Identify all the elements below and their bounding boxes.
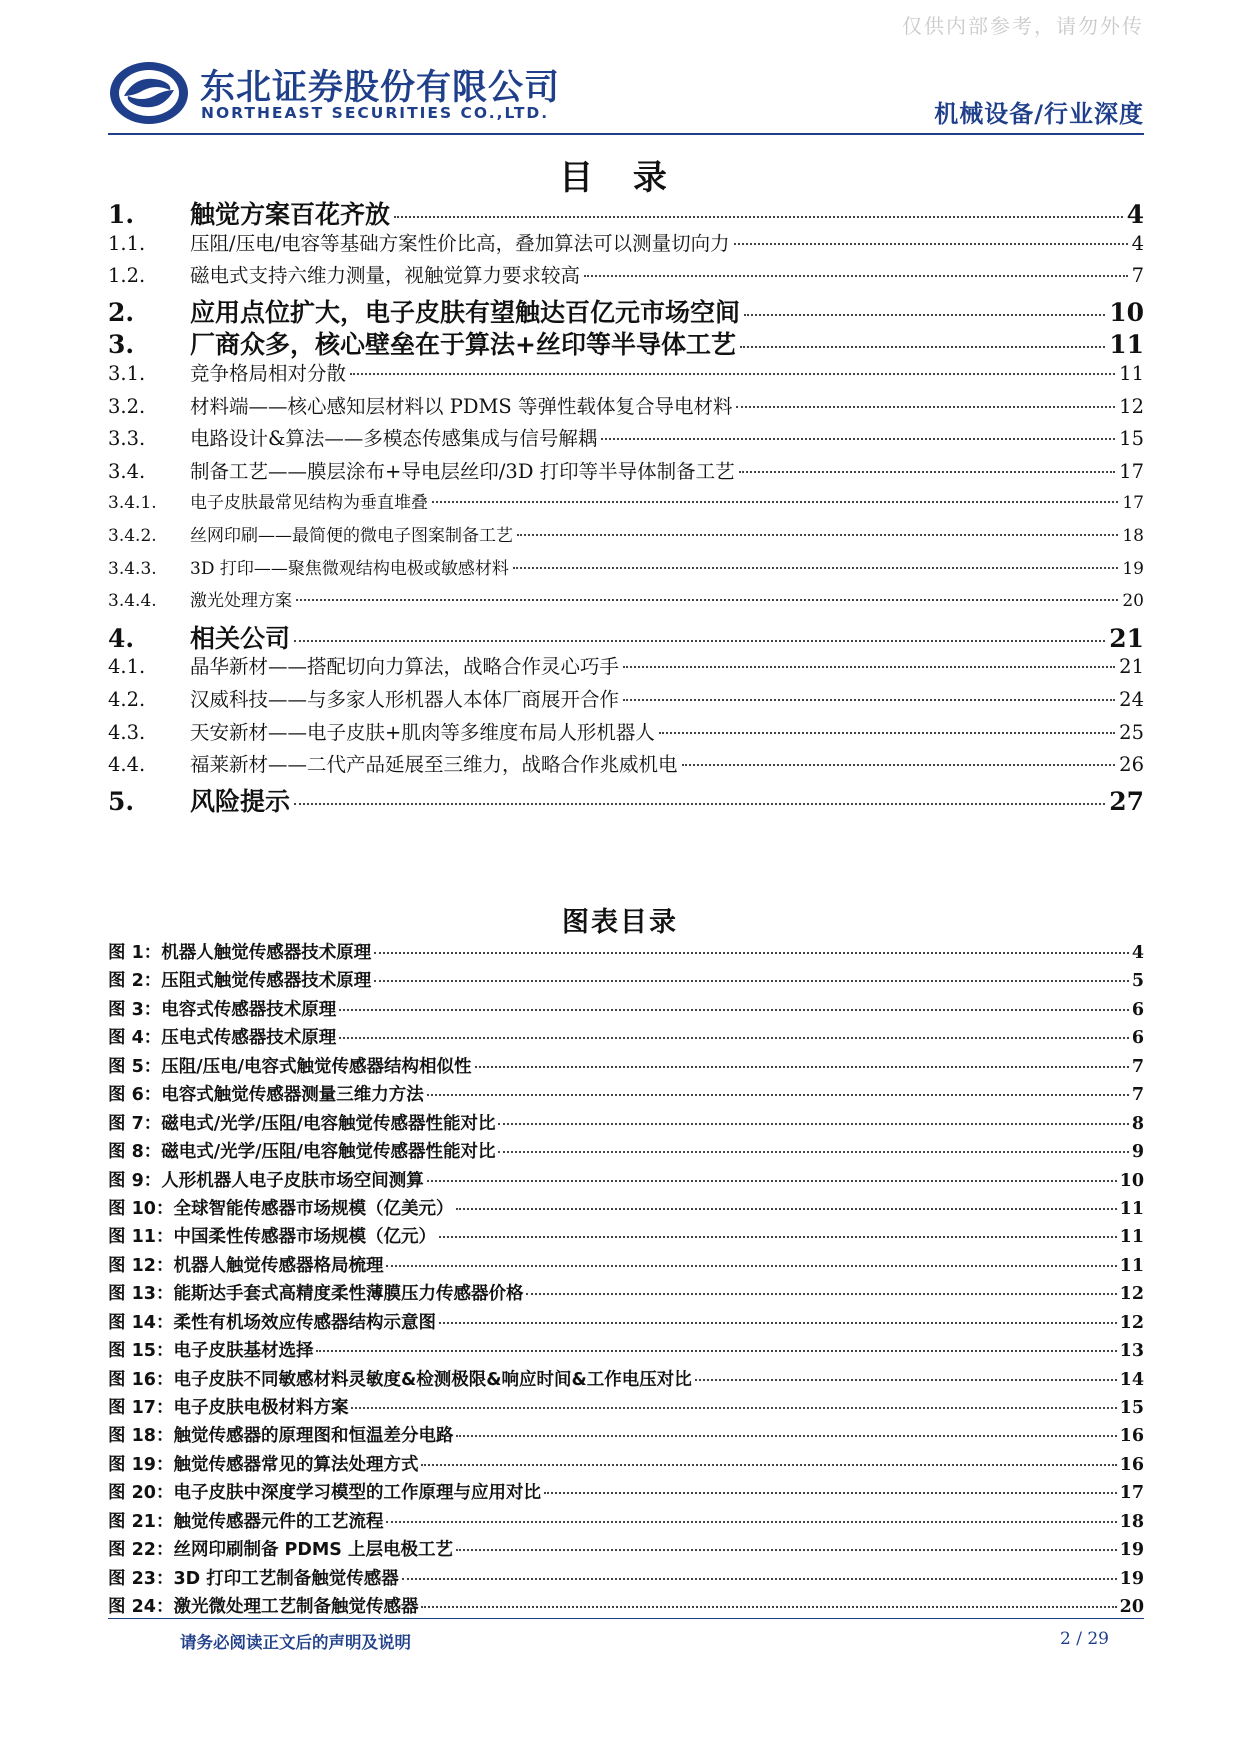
toc-leader-dots (432, 501, 1118, 503)
toc-entry-number: 4.1. (108, 655, 146, 679)
toc-entry-title: 天安新材——电子皮肤+肌肉等多维度布局人形机器人 (190, 720, 655, 744)
toc-entry[interactable] (108, 521, 1144, 554)
figure-leader-dots (475, 1066, 1129, 1068)
toc-entry-number: 2. (108, 297, 135, 327)
toc-entry[interactable] (108, 228, 1144, 261)
header-divider (108, 133, 1144, 135)
toc-entry-page: 21 (1109, 623, 1144, 653)
company-name-cn: 东北证券股份有限公司 (200, 68, 561, 108)
watermark: 仅供内部参考，请勿外传 (902, 14, 1144, 38)
figure-entry[interactable] (108, 1309, 1144, 1337)
figure-entry[interactable] (108, 1536, 1144, 1564)
toc-entry-title: 压阻/压电/电容等基础方案性价比高，叠加算法可以测量切向力 (190, 231, 730, 255)
figure-entry-title: 图 9：人形机器人电子皮肤市场空间测算 (108, 1170, 424, 1191)
toc-entry-number: 1.2. (108, 264, 146, 288)
toc-entry-page: 26 (1119, 753, 1144, 777)
figure-entry[interactable] (108, 1195, 1144, 1223)
page-number: 2 / 29 (1060, 1629, 1109, 1649)
toc-entry[interactable] (108, 391, 1144, 424)
figure-entry-title: 图 8：磁电式/光学/压阻/电容触觉传感器性能对比 (108, 1142, 496, 1163)
toc-entry-title: 风险提示 (190, 786, 291, 816)
toc-entry[interactable] (108, 586, 1144, 619)
figure-leader-dots (427, 1094, 1129, 1096)
figure-entry[interactable] (108, 1394, 1144, 1422)
toc-entry-title: 制备工艺——膜层涂布+导电层丝印/3D 打印等半导体制备工艺 (190, 459, 735, 483)
toc-entry-number: 4.3. (108, 720, 146, 744)
toc-entry-page: 15 (1119, 427, 1144, 451)
figure-entry[interactable] (108, 939, 1144, 967)
toc-entry-page: 17 (1122, 493, 1144, 514)
figure-leader-dots (386, 1265, 1116, 1267)
toc-entry[interactable] (108, 456, 1144, 489)
toc-entry-page: 25 (1119, 720, 1144, 744)
figure-entry-page: 7 (1131, 1085, 1144, 1106)
figure-entry-page: 19 (1119, 1540, 1144, 1561)
toc-leader-dots (744, 314, 1105, 316)
toc-entry-number: 3. (108, 330, 135, 360)
figure-leader-dots (374, 980, 1129, 982)
northeast-securities-logo-icon (108, 60, 190, 126)
toc-entry-number: 3.4.2. (108, 525, 157, 546)
figure-entry-title: 图 18：触觉传感器的原理图和恒温差分电路 (108, 1426, 454, 1447)
toc-entry[interactable] (108, 488, 1144, 521)
toc-entry-title: 激光处理方案 (190, 591, 292, 612)
figure-entry-page: 9 (1131, 1142, 1144, 1163)
figure-entry-title: 图 6：电容式触觉传感器测量三维力方法 (108, 1085, 424, 1106)
toc-leader-dots (584, 275, 1128, 277)
toc-leader-dots (623, 666, 1115, 668)
toc-entry[interactable] (108, 684, 1144, 717)
page-header (108, 58, 1144, 136)
figure-entry-title: 图 23：3D 打印工艺制备触觉传感器 (108, 1568, 399, 1589)
toc-entry[interactable] (108, 782, 1144, 815)
figure-list-title: 图表目录 (562, 907, 678, 938)
toc-title: 目 录 (559, 158, 681, 198)
toc-entry-title: 电子皮肤最常见结构为垂直堆叠 (190, 493, 428, 514)
toc-entry-title: 福莱新材——二代产品延展至三维力，战略合作兆威机电 (190, 753, 678, 777)
figure-entry-title: 图 24：激光微处理工艺制备触觉传感器 (108, 1597, 419, 1618)
figure-leader-dots (498, 1123, 1128, 1125)
figure-leader-dots (456, 1549, 1117, 1551)
toc-leader-dots (682, 764, 1116, 766)
figure-entry-title: 图 20：电子皮肤中深度学习模型的工作原理与应用对比 (108, 1483, 541, 1504)
figure-leader-dots (427, 1180, 1117, 1182)
figure-entry-page: 16 (1119, 1426, 1144, 1447)
figure-leader-dots (456, 1208, 1116, 1210)
figure-entry-page: 11 (1119, 1198, 1144, 1219)
figure-entry-title: 图 16：电子皮肤不同敏感材料灵敏度&检测极限&响应时间&工作电压对比 (108, 1369, 692, 1390)
figure-entry-page: 19 (1119, 1568, 1144, 1589)
figure-entry[interactable] (108, 1024, 1144, 1052)
toc-entry-title: 晶华新材——搭配切向力算法，战略合作灵心巧手 (190, 655, 620, 679)
figure-entry[interactable] (108, 1451, 1144, 1479)
figure-leader-dots (544, 1492, 1117, 1494)
toc-entry-title: 应用点位扩大，电子皮肤有望触达百亿元市场空间 (190, 297, 741, 327)
toc-leader-dots (601, 438, 1115, 440)
figure-entry[interactable] (108, 1337, 1144, 1365)
figure-leader-dots (339, 1037, 1129, 1039)
toc-entry[interactable] (108, 358, 1144, 391)
figure-entry-title: 图 1：机器人触觉传感器技术原理 (108, 943, 372, 963)
figure-entry[interactable] (108, 967, 1144, 995)
toc-entry-page: 17 (1119, 459, 1144, 483)
toc-entry-number: 3.2. (108, 394, 146, 418)
toc-leader-dots (517, 534, 1118, 536)
figure-entry-title: 图 2：压阻式触觉传感器技术原理 (108, 971, 372, 992)
figure-leader-dots (386, 1521, 1116, 1523)
toc-entry-title: 汉威科技——与多家人形机器人本体厂商展开合作 (190, 687, 620, 711)
toc-leader-dots (623, 699, 1115, 701)
figure-entry-title: 图 17：电子皮肤电极材料方案 (108, 1398, 349, 1418)
figure-leader-dots (316, 1350, 1116, 1352)
figure-entry[interactable] (108, 1081, 1144, 1109)
figure-entry-page: 20 (1119, 1597, 1144, 1618)
figure-entry-page: 15 (1119, 1398, 1144, 1418)
figure-entry-page: 11 (1119, 1255, 1144, 1276)
figure-entry-title: 图 13：能斯达手套式高精度柔性薄膜压力传感器价格 (108, 1284, 524, 1305)
figure-leader-dots (421, 1464, 1116, 1466)
figure-leader-dots (498, 1151, 1128, 1153)
toc-leader-dots (740, 346, 1105, 348)
figure-entry-title: 图 3：电容式传感器技术原理 (108, 999, 337, 1020)
figure-entry-page: 8 (1131, 1113, 1144, 1134)
figure-entry[interactable] (108, 996, 1144, 1024)
toc-entry-page: 20 (1122, 591, 1144, 612)
table-of-contents (108, 195, 1144, 814)
toc-entry-title: 厂商众多，核心壁垒在于算法+丝印等半导体工艺 (190, 330, 736, 360)
figure-entry-page: 14 (1119, 1369, 1144, 1390)
figure-entry-page: 16 (1119, 1454, 1144, 1475)
toc-leader-dots (294, 803, 1105, 805)
toc-entry-page: 18 (1122, 525, 1144, 546)
figure-entry[interactable] (108, 1366, 1144, 1394)
toc-entry-number: 3.4. (108, 459, 146, 483)
toc-entry-title: 丝网印刷——最简便的微电子图案制备工艺 (190, 525, 513, 546)
toc-entry-number: 4.2. (108, 687, 146, 711)
toc-entry[interactable] (108, 293, 1144, 326)
toc-entry[interactable] (108, 423, 1144, 456)
figure-entry-title: 图 14：柔性有机场效应传感器结构示意图 (108, 1312, 436, 1333)
toc-entry[interactable] (108, 195, 1144, 228)
figure-entry-page: 11 (1119, 1227, 1144, 1248)
figure-leader-dots (421, 1606, 1116, 1608)
figure-entry-page: 6 (1131, 1028, 1144, 1049)
figure-entry-title: 图 15：电子皮肤基材选择 (108, 1341, 314, 1362)
figure-entry-page: 18 (1119, 1511, 1144, 1532)
toc-entry-title: 材料端——核心感知层材料以 PDMS 等弹性载体复合导电材料 (190, 394, 733, 418)
toc-leader-dots (739, 471, 1116, 473)
toc-leader-dots (394, 216, 1123, 218)
footer-disclaimer: 请务必阅读正文后的声明及说明 (180, 1633, 411, 1652)
toc-leader-dots (734, 243, 1128, 245)
toc-entry[interactable] (108, 651, 1144, 684)
toc-entry-page: 11 (1119, 361, 1144, 385)
figure-entry[interactable] (108, 1479, 1144, 1507)
toc-leader-dots (513, 567, 1119, 569)
figure-entry-page: 5 (1131, 971, 1144, 992)
report-category: 机械设备/行业深度 (934, 100, 1144, 128)
figure-leader-dots (374, 952, 1129, 954)
figure-entry-page: 4 (1131, 943, 1144, 963)
figure-entry[interactable] (108, 1508, 1144, 1536)
toc-entry-number: 1. (108, 200, 135, 229)
toc-entry-page: 7 (1131, 264, 1144, 288)
figure-entry[interactable] (108, 1223, 1144, 1251)
toc-entry-title: 竞争格局相对分散 (190, 361, 347, 385)
figure-entry-title: 图 19：触觉传感器常见的算法处理方式 (108, 1454, 419, 1475)
toc-entry[interactable] (108, 554, 1144, 587)
figure-leader-dots (526, 1293, 1116, 1295)
figure-entry[interactable] (108, 1110, 1144, 1138)
toc-entry-title: 电路设计&算法——多模态传感集成与信号解耦 (190, 427, 598, 451)
figure-leader-dots (351, 1407, 1116, 1409)
figure-entry[interactable] (108, 1565, 1144, 1593)
toc-entry-page: 27 (1109, 786, 1144, 816)
toc-entry-number: 3.3. (108, 427, 146, 451)
toc-entry-number: 3.1. (108, 361, 146, 385)
figure-entry-page: 17 (1119, 1483, 1144, 1504)
toc-entry-title: 触觉方案百花齐放 (190, 200, 391, 229)
figure-entry-title: 图 11：中国柔性传感器市场规模（亿元） (108, 1227, 436, 1248)
figure-leader-dots (695, 1379, 1117, 1381)
toc-leader-dots (350, 373, 1115, 375)
figure-entry-title: 图 5：压阻/压电/电容式触觉传感器结构相似性 (108, 1056, 472, 1077)
figure-entry-title: 图 7：磁电式/光学/压阻/电容触觉传感器性能对比 (108, 1113, 496, 1134)
figure-entry[interactable] (108, 1167, 1144, 1195)
toc-entry-number: 3.4.4. (108, 591, 157, 612)
figure-entry[interactable] (108, 1252, 1144, 1280)
toc-entry-number: 1.1. (108, 231, 146, 255)
figure-leader-dots (402, 1578, 1117, 1580)
toc-entry-page: 4 (1131, 231, 1144, 255)
toc-entry-page: 4 (1126, 200, 1144, 229)
figure-leader-dots (439, 1236, 1117, 1238)
figure-entry-title: 图 21：触觉传感器元件的工艺流程 (108, 1511, 384, 1532)
toc-entry[interactable] (108, 325, 1144, 358)
figure-entry-page: 7 (1131, 1056, 1144, 1077)
figure-entry-title: 图 22：丝网印刷制备 PDMS 上层电极工艺 (108, 1540, 454, 1561)
toc-entry-number: 3.4.1. (108, 493, 157, 514)
toc-entry-page: 24 (1119, 687, 1144, 711)
figure-entry-page: 13 (1119, 1341, 1144, 1362)
company-name-en: NORTHEAST SECURITIES CO.,LTD. (201, 104, 550, 122)
figure-entry[interactable] (108, 1053, 1144, 1081)
toc-entry-number: 3.4.3. (108, 558, 157, 579)
figure-entry-title: 图 10：全球智能传感器市场规模（亿美元） (108, 1198, 454, 1219)
figure-leader-dots (456, 1435, 1116, 1437)
toc-entry-title: 3D 打印——聚焦微观结构电极或敏感材料 (190, 558, 509, 579)
toc-entry-page: 21 (1119, 655, 1144, 679)
figure-entry[interactable] (108, 1138, 1144, 1166)
toc-entry-title: 磁电式支持六维力测量，视触觉算力要求较高 (190, 264, 581, 288)
figure-leader-dots (339, 1009, 1129, 1011)
figure-list (108, 939, 1144, 1622)
toc-entry-page: 11 (1109, 330, 1144, 360)
figure-entry-page: 12 (1119, 1284, 1144, 1305)
figure-entry-page: 10 (1119, 1170, 1144, 1191)
toc-entry-number: 4. (108, 623, 135, 653)
toc-leader-dots (294, 640, 1105, 642)
toc-leader-dots (659, 732, 1115, 734)
toc-entry[interactable] (108, 619, 1144, 652)
figure-entry[interactable] (108, 1280, 1144, 1308)
figure-entry-page: 6 (1131, 999, 1144, 1020)
toc-entry-number: 4.4. (108, 753, 146, 777)
toc-entry-number: 5. (108, 786, 135, 816)
toc-entry-page: 19 (1122, 558, 1144, 579)
figure-leader-dots (439, 1322, 1117, 1324)
footer-divider (108, 1618, 1144, 1619)
figure-entry-title: 图 4：压电式传感器技术原理 (108, 1028, 337, 1049)
toc-entry[interactable] (108, 717, 1144, 750)
toc-leader-dots (736, 406, 1115, 408)
toc-entry-title: 相关公司 (190, 623, 291, 653)
toc-leader-dots (296, 599, 1118, 601)
toc-entry[interactable] (108, 260, 1144, 293)
figure-entry[interactable] (108, 1422, 1144, 1450)
toc-entry[interactable] (108, 749, 1144, 782)
toc-entry-page: 12 (1119, 394, 1144, 418)
figure-entry-page: 12 (1119, 1312, 1144, 1333)
figure-entry-title: 图 12：机器人触觉传感器格局梳理 (108, 1255, 384, 1276)
toc-entry-page: 10 (1109, 297, 1144, 327)
